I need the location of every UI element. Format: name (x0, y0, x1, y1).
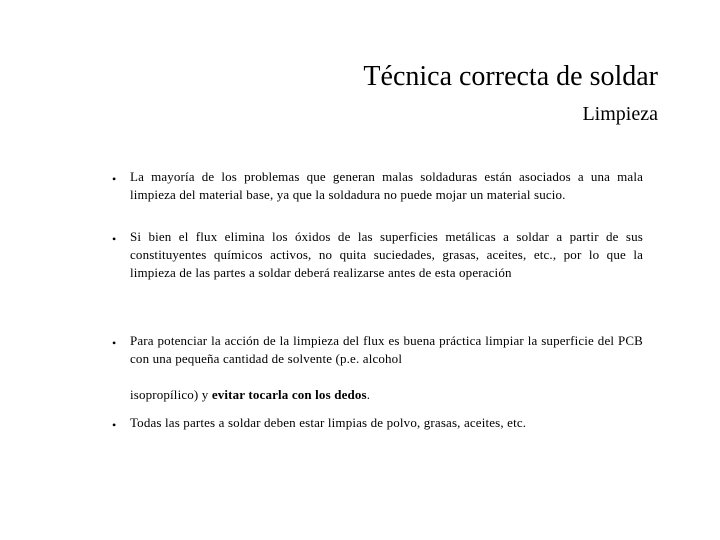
continuation-suffix: . (366, 387, 371, 402)
bullet-item-3: Para potenciar la acción de la limpieza del flux es buena práctica limpiar la superficie del PCB con una pequeña cantidad de solvente (p.e. alcohol (130, 333, 643, 366)
bullet-item-4: Todas las partes a soldar deben estar limpias de polvo, grasas, aceites, etc. (130, 415, 527, 430)
bullet-item-1: La mayoría de los problemas que generan malas soldaduras están asociados a una mala limpieza del material base, ya que la soldadura no puede mojar un material sucio. (130, 169, 643, 202)
bullet-item-2: Si bien el flux elimina los óxidos de las superficies metálicas a soldar a partir de sus constituyentes químicos activos, no quita suciedades, grasas, aceites, etc., por lo que la limpieza de las partes a soldar deberá realizarse antes de esta operación (130, 229, 643, 280)
slide-title: Técnica correcta de soldar (363, 61, 658, 92)
bullet-marker: • (112, 336, 117, 350)
continuation-prefix: isopropílico) y (130, 387, 212, 402)
bullet-marker: • (112, 172, 117, 186)
emphasis-text: evitar tocarla con los dedos (211, 387, 367, 402)
slide-subtitle: Limpieza (582, 103, 658, 125)
bullet-item-3-continuation (130, 386, 643, 404)
bullet-marker: • (112, 418, 117, 432)
bullet-marker: • (112, 232, 117, 246)
